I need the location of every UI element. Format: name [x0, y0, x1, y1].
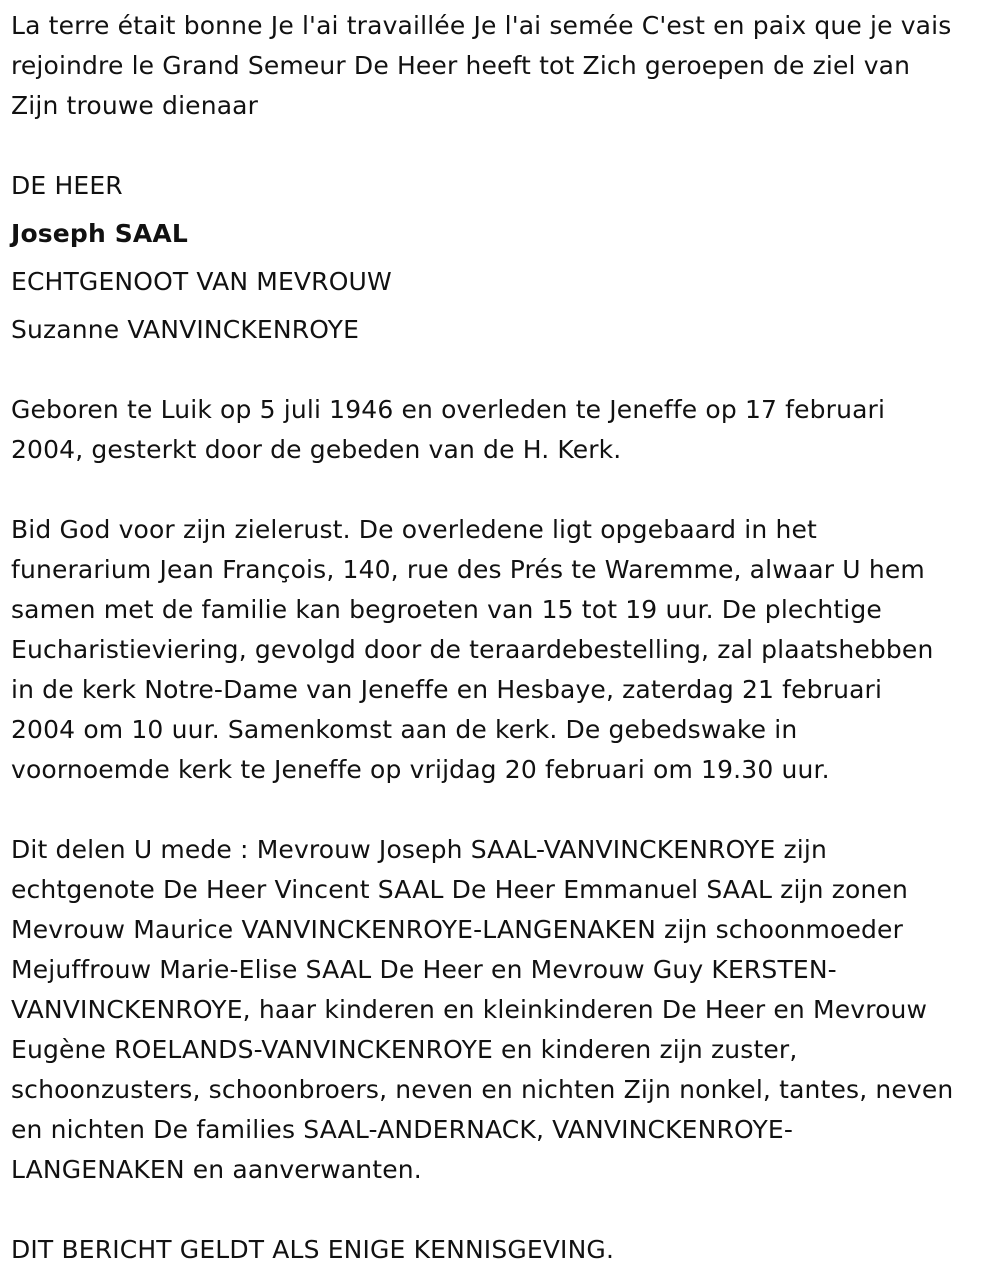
quote-line-1: La terre était bonne Je l'ai travaillée Je l'ai semée C'est en paix que je vais: [11, 11, 952, 40]
service-line-4: Eucharistieviering, gevolgd door de teraardebestelling, zal plaatshebben: [11, 635, 934, 664]
service-line-2: funerarium Jean François, 140, rue des Prés te Waremme, alwaar U hem: [11, 555, 925, 584]
service-line-7: voornoemde kerk te Jeneffe op vrijdag 20 februari om 19.30 uur.: [11, 755, 830, 784]
family-line-5: VANVINCKENROYE, haar kinderen en kleinkinderen De Heer en Mevrouw: [11, 995, 928, 1024]
family-line-9: LANGENAKEN en aanverwanten.: [11, 1155, 422, 1184]
closing-notice: DIT BERICHT GELDT ALS ENIGE KENNISGEVING.: [11, 1235, 615, 1264]
quote-line-3: Zijn trouwe dienaar: [11, 91, 259, 120]
service-line-6: 2004 om 10 uur. Samenkomst aan de kerk. De gebedswake in: [11, 715, 798, 744]
spouse-label: ECHTGENOOT VAN MEVROUW: [11, 267, 392, 296]
family-line-7: schoonzusters, schoonbroers, neven en nichten Zijn nonkel, tantes, neven: [11, 1075, 954, 1104]
spouse-name: Suzanne VANVINCKENROYE: [11, 315, 360, 344]
family-line-4: Mejuffrouw Marie-Elise SAAL De Heer en Mevrouw Guy KERSTEN-: [11, 955, 837, 984]
deceased-name: Joseph SAAL: [11, 219, 188, 248]
family-line-2: echtgenote De Heer Vincent SAAL De Heer Emmanuel SAAL zijn zonen: [11, 875, 908, 904]
birth-death-line-1: Geboren te Luik op 5 juli 1946 en overleden te Jeneffe op 17 februari: [11, 395, 886, 424]
family-line-3: Mevrouw Maurice VANVINCKENROYE-LANGENAKEN zijn schoonmoeder: [11, 915, 904, 944]
service-line-1: Bid God voor zijn zielerust. De overledene ligt opgebaard in het: [11, 515, 817, 544]
family-line-6: Eugène ROELANDS-VANVINCKENROYE en kinderen zijn zuster,: [11, 1035, 798, 1064]
quote-line-2: rejoindre le Grand Semeur De Heer heeft tot Zich geroepen de ziel van: [11, 51, 911, 80]
family-line-8: en nichten De families SAAL-ANDERNACK, VANVINCKENROYE-: [11, 1115, 793, 1144]
service-line-3: samen met de familie kan begroeten van 15 tot 19 uur. De plechtige: [11, 595, 882, 624]
service-line-5: in de kerk Notre-Dame van Jeneffe en Hesbaye, zaterdag 21 februari: [11, 675, 883, 704]
birth-death-line-2: 2004, gesterkt door de gebeden van de H. Kerk.: [11, 435, 622, 464]
family-line-1: Dit delen U mede : Mevrouw Joseph SAAL-VANVINCKENROYE zijn: [11, 835, 827, 864]
title-line: DE HEER: [11, 171, 123, 200]
